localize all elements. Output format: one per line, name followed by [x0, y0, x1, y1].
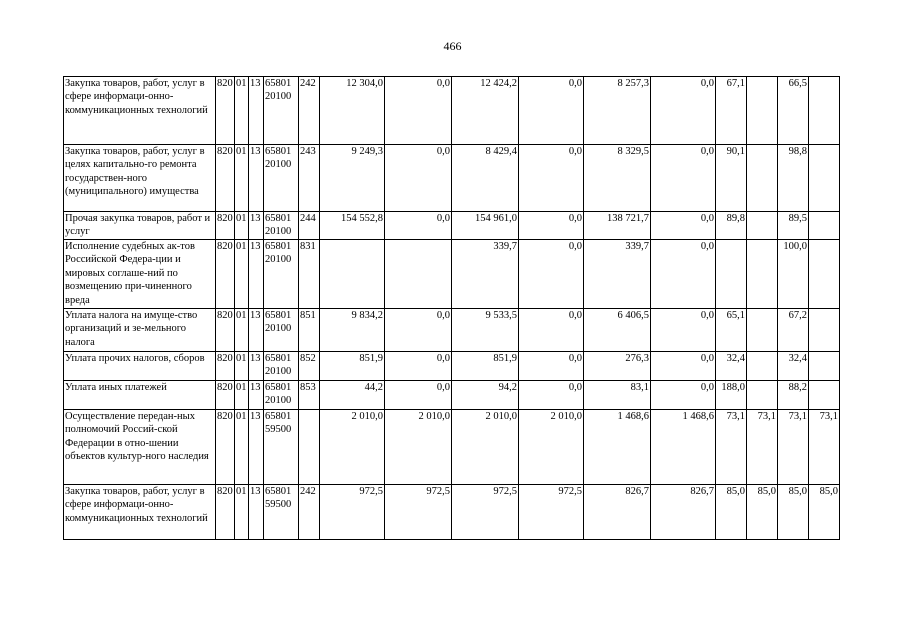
- pr-code: 13: [249, 410, 264, 485]
- plan-total: 12 304,0: [320, 77, 385, 145]
- revised-total: 9 533,5: [452, 309, 519, 352]
- exec-subv: 826,7: [651, 485, 716, 540]
- plan-total: 851,9: [320, 352, 385, 381]
- row-name: Закупка товаров, работ, услуг в сфере информаци-онно-коммуникационных технологий: [64, 485, 216, 540]
- pct-plan-total: [716, 240, 747, 309]
- plan-subv: 0,0: [385, 352, 452, 381]
- plan-subv: 0,0: [385, 77, 452, 145]
- csr-code: 65801 20100: [264, 145, 299, 212]
- budget-execution-table: [63, 76, 840, 540]
- pct-plan-subv: [747, 352, 778, 381]
- pct-plan-total: 65,1: [716, 309, 747, 352]
- csr-code: 65801 20100: [264, 352, 299, 381]
- pct-revised-subv: [809, 309, 840, 352]
- exec-subv: 1 468,6: [651, 410, 716, 485]
- pct-revised-subv: [809, 352, 840, 381]
- revised-total: 12 424,2: [452, 77, 519, 145]
- table-row: [64, 485, 840, 540]
- table-row: [64, 381, 840, 410]
- vr-code: 244: [299, 212, 320, 240]
- pct-revised-subv: [809, 212, 840, 240]
- rz-code: 01: [235, 309, 249, 352]
- revised-subv: 972,5: [519, 485, 584, 540]
- exec-total: 83,1: [584, 381, 651, 410]
- pr-code: 13: [249, 212, 264, 240]
- row-name: Уплата налога на имуще-ство организаций и зе-мельного налога: [64, 309, 216, 352]
- exec-subv: 0,0: [651, 352, 716, 381]
- pct-revised-total: 73,1: [778, 410, 809, 485]
- vr-code: 852: [299, 352, 320, 381]
- pr-code: 13: [249, 240, 264, 309]
- pct-plan-total: 90,1: [716, 145, 747, 212]
- table-row: [64, 352, 840, 381]
- table-row: [64, 212, 840, 240]
- rz-code: 01: [235, 381, 249, 410]
- rz-code: 01: [235, 352, 249, 381]
- exec-subv: 0,0: [651, 240, 716, 309]
- pct-plan-subv: [747, 77, 778, 145]
- revised-subv: 0,0: [519, 145, 584, 212]
- exec-total: 276,3: [584, 352, 651, 381]
- exec-subv: 0,0: [651, 309, 716, 352]
- rz-code: 01: [235, 145, 249, 212]
- plan-total: 44,2: [320, 381, 385, 410]
- csr-code: 65801 20100: [264, 381, 299, 410]
- revised-subv: 2 010,0: [519, 410, 584, 485]
- vr-code: 243: [299, 145, 320, 212]
- revised-subv: 0,0: [519, 77, 584, 145]
- table-row: [64, 145, 840, 212]
- pct-plan-subv: 85,0: [747, 485, 778, 540]
- pct-plan-subv: [747, 212, 778, 240]
- pct-plan-total: 67,1: [716, 77, 747, 145]
- vr-code: [299, 410, 320, 485]
- pr-code: 13: [249, 381, 264, 410]
- exec-subv: 0,0: [651, 212, 716, 240]
- pr-code: 13: [249, 77, 264, 145]
- rz-code: 01: [235, 410, 249, 485]
- exec-total: 826,7: [584, 485, 651, 540]
- exec-total: 8 257,3: [584, 77, 651, 145]
- revised-total: 94,2: [452, 381, 519, 410]
- rz-code: 01: [235, 212, 249, 240]
- table-row: [64, 240, 840, 309]
- pct-revised-subv: 73,1: [809, 410, 840, 485]
- csr-code: 65801 20100: [264, 309, 299, 352]
- rz-code: 01: [235, 240, 249, 309]
- pct-plan-total: 188,0: [716, 381, 747, 410]
- revised-total: 851,9: [452, 352, 519, 381]
- pr-code: 13: [249, 485, 264, 540]
- pct-revised-total: 85,0: [778, 485, 809, 540]
- pct-revised-subv: [809, 381, 840, 410]
- revised-subv: 0,0: [519, 212, 584, 240]
- csr-code: 65801 20100: [264, 77, 299, 145]
- revised-total: 972,5: [452, 485, 519, 540]
- plan-subv: 2 010,0: [385, 410, 452, 485]
- plan-subv: [385, 240, 452, 309]
- vd-code: 820: [216, 212, 235, 240]
- pct-revised-total: 32,4: [778, 352, 809, 381]
- rz-code: 01: [235, 77, 249, 145]
- pr-code: 13: [249, 309, 264, 352]
- plan-subv: 972,5: [385, 485, 452, 540]
- exec-subv: 0,0: [651, 381, 716, 410]
- vd-code: 820: [216, 309, 235, 352]
- pct-revised-total: 67,2: [778, 309, 809, 352]
- pct-plan-subv: [747, 309, 778, 352]
- plan-subv: 0,0: [385, 212, 452, 240]
- row-name: Закупка товаров, работ, услуг в целях капитально-го ремонта государствен-ного (муниципального) имущества: [64, 145, 216, 212]
- plan-subv: 0,0: [385, 381, 452, 410]
- vd-code: 820: [216, 240, 235, 309]
- row-name: Закупка товаров, работ, услуг в сфере информаци-онно-коммуникационных технологий: [64, 77, 216, 145]
- pct-revised-subv: 85,0: [809, 485, 840, 540]
- csr-code: 65801 59500: [264, 410, 299, 485]
- vd-code: 820: [216, 485, 235, 540]
- pct-revised-subv: [809, 77, 840, 145]
- pct-revised-subv: [809, 240, 840, 309]
- csr-code: 65801 59500: [264, 485, 299, 540]
- plan-subv: 0,0: [385, 145, 452, 212]
- rz-code: 01: [235, 485, 249, 540]
- row-name: Прочая закупка товаров, работ и услуг: [64, 212, 216, 240]
- exec-subv: 0,0: [651, 145, 716, 212]
- row-name: Уплата прочих налогов, сборов: [64, 352, 216, 381]
- revised-total: 2 010,0: [452, 410, 519, 485]
- vr-code: 851: [299, 309, 320, 352]
- revised-subv: 0,0: [519, 352, 584, 381]
- exec-total: 138 721,7: [584, 212, 651, 240]
- revised-subv: 0,0: [519, 240, 584, 309]
- pct-plan-total: 32,4: [716, 352, 747, 381]
- revised-total: 8 429,4: [452, 145, 519, 212]
- pct-plan-subv: [747, 145, 778, 212]
- exec-total: 1 468,6: [584, 410, 651, 485]
- exec-total: 8 329,5: [584, 145, 651, 212]
- pct-revised-total: 88,2: [778, 381, 809, 410]
- table-row: [64, 410, 840, 485]
- vd-code: 820: [216, 410, 235, 485]
- vr-code: 242: [299, 77, 320, 145]
- revised-subv: 0,0: [519, 381, 584, 410]
- plan-subv: 0,0: [385, 309, 452, 352]
- revised-total: 154 961,0: [452, 212, 519, 240]
- pct-revised-subv: [809, 145, 840, 212]
- revised-total: 339,7: [452, 240, 519, 309]
- row-name: Уплата иных платежей: [64, 381, 216, 410]
- pct-revised-total: 100,0: [778, 240, 809, 309]
- exec-total: 6 406,5: [584, 309, 651, 352]
- pct-revised-total: 89,5: [778, 212, 809, 240]
- csr-code: 65801 20100: [264, 240, 299, 309]
- page-number: 466: [443, 39, 462, 53]
- pct-revised-total: 98,8: [778, 145, 809, 212]
- plan-total: 154 552,8: [320, 212, 385, 240]
- vd-code: 820: [216, 145, 235, 212]
- vd-code: 820: [216, 352, 235, 381]
- pct-revised-total: 66,5: [778, 77, 809, 145]
- csr-code: 65801 20100: [264, 212, 299, 240]
- table-row: [64, 309, 840, 352]
- vd-code: 820: [216, 77, 235, 145]
- pr-code: 13: [249, 352, 264, 381]
- pct-plan-subv: [747, 381, 778, 410]
- pct-plan-total: 85,0: [716, 485, 747, 540]
- plan-total: [320, 240, 385, 309]
- row-name: Осуществление передан-ных полномочий Россий-ской Федерации в отно-шении объектов культур-ного наследия: [64, 410, 216, 485]
- revised-subv: 0,0: [519, 309, 584, 352]
- plan-total: 2 010,0: [320, 410, 385, 485]
- plan-total: 9 249,3: [320, 145, 385, 212]
- pct-plan-subv: [747, 240, 778, 309]
- vr-code: 831: [299, 240, 320, 309]
- pct-plan-subv: 73,1: [747, 410, 778, 485]
- row-name: Исполнение судебных ак-тов Российской Федера-ции и мировых соглаше-ний по возмещению при-чиненного вреда: [64, 240, 216, 309]
- plan-total: 9 834,2: [320, 309, 385, 352]
- pct-plan-total: 89,8: [716, 212, 747, 240]
- vr-code: 242: [299, 485, 320, 540]
- pct-plan-total: 73,1: [716, 410, 747, 485]
- exec-total: 339,7: [584, 240, 651, 309]
- vr-code: 853: [299, 381, 320, 410]
- exec-subv: 0,0: [651, 77, 716, 145]
- vd-code: 820: [216, 381, 235, 410]
- plan-total: 972,5: [320, 485, 385, 540]
- pr-code: 13: [249, 145, 264, 212]
- table-row: [64, 77, 840, 145]
